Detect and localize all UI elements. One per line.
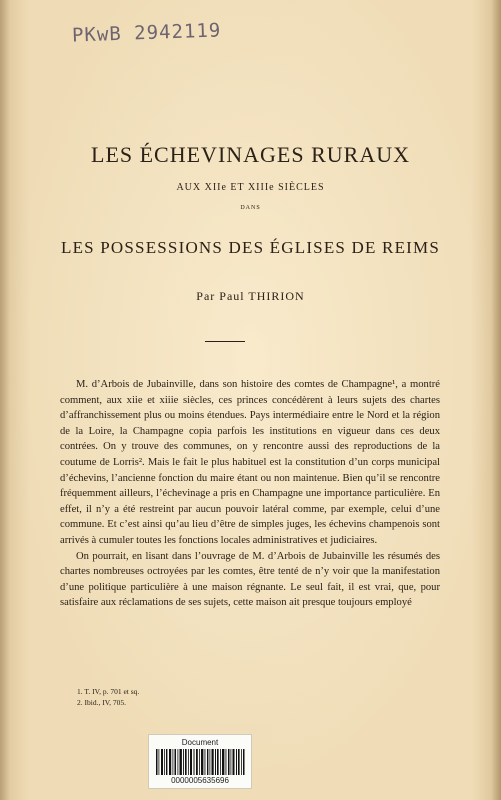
barcode-number: 0000005635696	[171, 776, 229, 785]
paragraph: On pourrait, en lisant dans l’ouvrage de M. d’Arbois de Jubainville les résumés des chartes nombreuses octroyées par les comtes, être tenté de n’y voir que la manifestation d’une politique particulière à une maison régnante. Le seul fait, il est vrai, que, pour satisfaire aux réclamations de ses sujets, cette maison ait presque toujours employé	[60, 550, 440, 609]
author-line: Par Paul THIRION	[196, 289, 305, 303]
document-subtitle: AUX XIIe ET XIIIe SIÈCLES	[176, 182, 325, 193]
paragraph: M. d’Arbois de Jubainville, dans son histoire des comtes de Champagne¹, a montré comment, aux xiie et xiiie siècles, ces princes concédèrent à leurs sujets des chartes d’affranchissement plus ou moins étendues. Pays intermédiaire entre le Nord et la région de la Loire, la Champagne copia parfois les institutions en vigueur dans ces deux contrées. On y trouve des communes, on y rencontre aussi des reproductions de la coutume de Lorris². Mais le fait le plus habituel est la constitution d’un corps municipal d’échevins, l’ancienne fonction du maire étant ou non maintenue. Bien qu’il se rencontre fréquemment ailleurs, l’échevinage a pris en Champagne une importance particulière. En effet, il n’y a été restreint par aucun pouvoir latéral comme, par exemple, celui d’une commune. Et c’est ainsi qu’au lieu d’être de simples juges, les échevins champenois sont arrivés à cumuler toutes les fonctions locales administratives et judiciaires.	[60, 379, 440, 546]
handwritten-shelfmark: PKwB 2942119	[71, 19, 222, 47]
document-title: LES ÉCHEVINAGES RURAUX	[91, 142, 410, 167]
body-text	[60, 377, 440, 611]
footnotes	[77, 686, 139, 708]
footnote: 1. T. IV, p. 701 et sq.	[77, 687, 140, 696]
document-title-secondary: LES POSSESSIONS DES ÉGLISES DE REIMS	[60, 238, 440, 257]
title-divider	[205, 341, 245, 342]
barcode-icon	[155, 749, 245, 775]
barcode-label	[148, 734, 252, 789]
title-connector: DANS	[240, 205, 261, 211]
barcode-caption: Document	[181, 738, 219, 747]
right-page-edge	[491, 0, 501, 800]
footnote: 2. Ibid., IV, 705.	[77, 698, 127, 707]
left-page-edge	[0, 0, 10, 800]
